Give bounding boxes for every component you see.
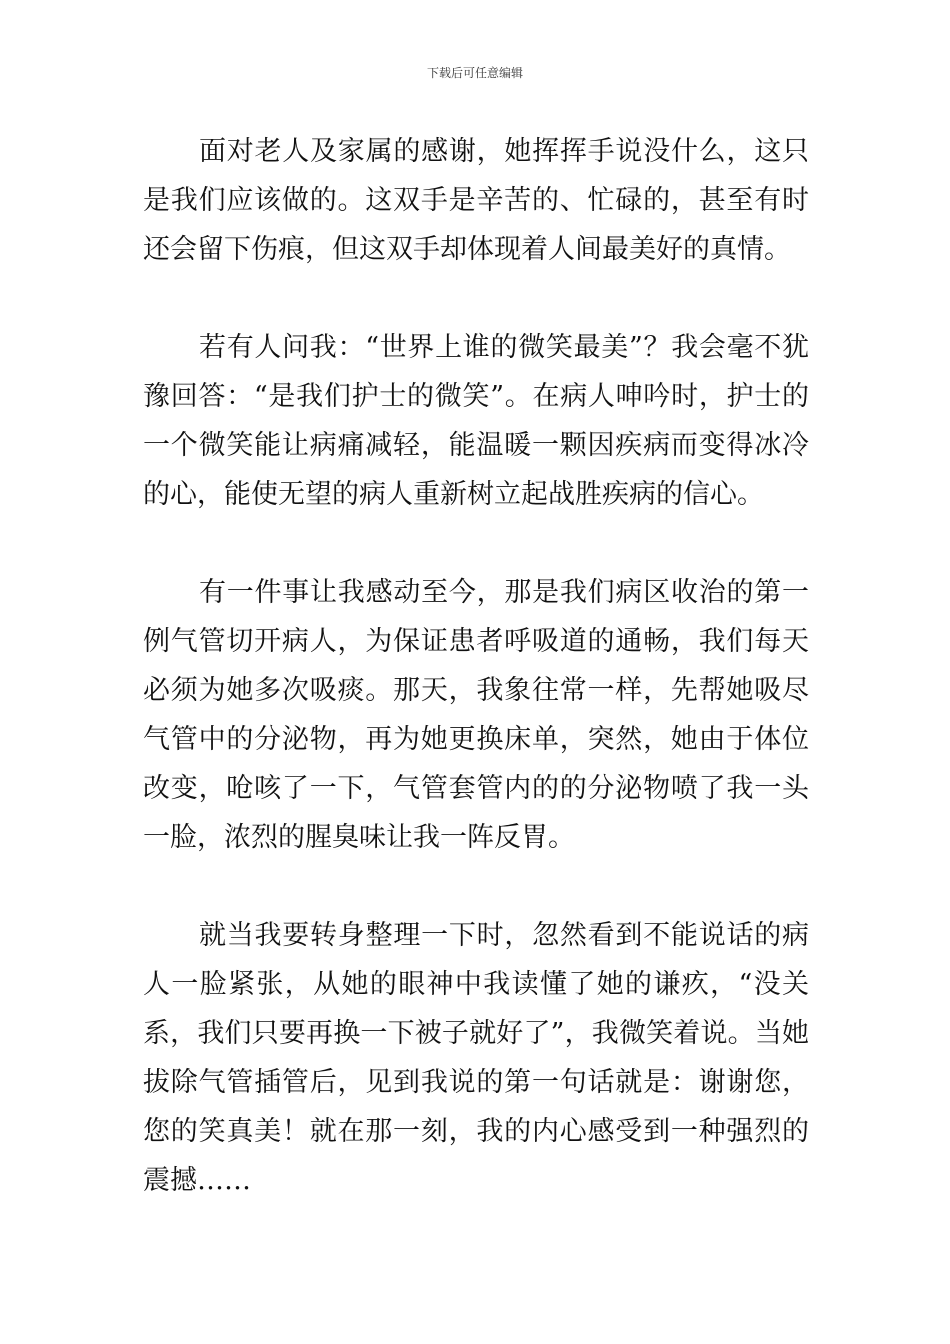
paragraph-4: 就当我要转身整理一下时，忽然看到不能说话的病人一脸紧张，从她的眼神中我读懂了她的谦疚，“没关系，我们只要再换一下被子就好了”，我微笑着说。当她拔除气管插管后，见到我说的第一句话就是：谢谢您，您的笑真美！就在那一刻，我的内心感受到一种强烈的震撼…… (143, 920, 809, 1196)
paragraph-2: 若有人问我：“世界上谁的微笑最美”？我会毫不犹豫回答：“是我们护士的微笑”。在病人呻吟时，护士的一个微笑能让病痛减轻，能温暖一颗因疾病而变得冰冷的心，能使无望的病人重新树立起战胜疾病的信心。 (143, 332, 809, 510)
page-header: 下载后可任意编辑 (426, 66, 523, 80)
paragraph-3: 有一件事让我感动至今，那是我们病区收治的第一例气管切开病人，为保证患者呼吸道的通畅，我们每天必须为她多次吸痰。那天，我象往常一样，先帮她吸尽气管中的分泌物，再为她更换床单，突然，她由于体位改变，呛咳了一下，气管套管内的的分泌物喷了我一头一脸，浓烈的腥臭味让我一阵反胃。 (143, 577, 809, 853)
paragraph-1: 面对老人及家属的感谢，她挥挥手说没什么，这只是我们应该做的。这双手是辛苦的、忙碌的，甚至有时还会留下伤痕，但这双手却体现着人间最美好的真情。 (143, 136, 809, 265)
document-body (143, 127, 809, 1205)
